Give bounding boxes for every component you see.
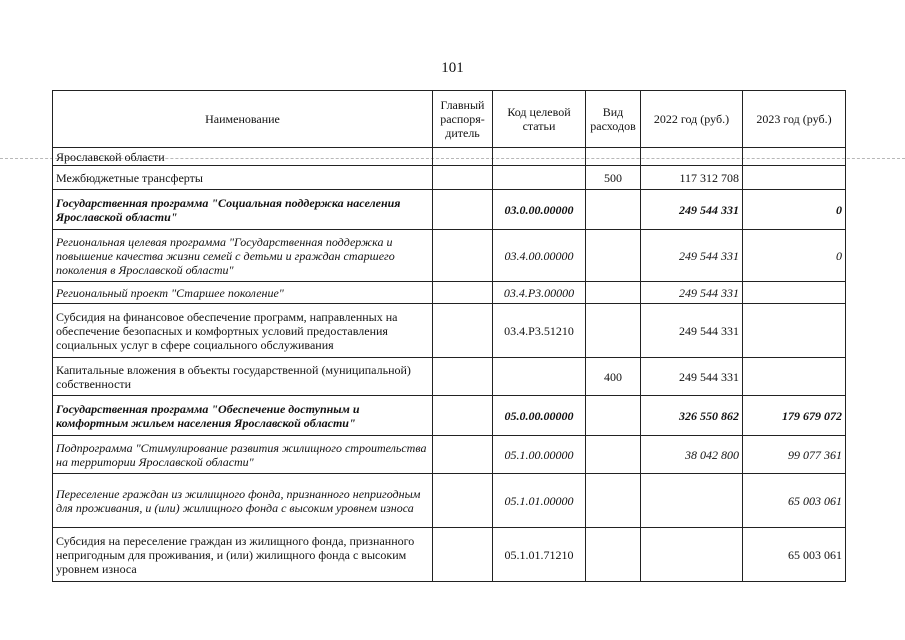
header-code: Код целевой статьи: [493, 91, 586, 148]
cell-2023: 0: [743, 230, 846, 282]
table-row: [53, 190, 846, 230]
cell-2022: 249 544 331: [641, 282, 743, 304]
table-row: [53, 396, 846, 436]
cell-name: Ярославской области: [53, 148, 433, 166]
table-row: [53, 282, 846, 304]
cell-2023: [743, 358, 846, 396]
budget-table: [52, 90, 846, 582]
table-row: [53, 528, 846, 582]
cell-code: [493, 148, 586, 166]
cell-name: Государственная программа "Обеспечение доступным и комфортным жильем населения Ярославской области": [53, 396, 433, 436]
cell-name: Переселение граждан из жилищного фонда, признанного непригодным для проживания, и (или) жилищного фонда с высоким уровнем износа: [53, 474, 433, 528]
cell-name: Межбюджетные трансферты: [53, 166, 433, 190]
cell-name: Субсидия на финансовое обеспечение программ, направленных на обеспечение безопасных и комфортных условий предоставления социальных услуг в сфере социального обслуживания: [53, 304, 433, 358]
cell-admin: [433, 282, 493, 304]
cell-2023: [743, 304, 846, 358]
cell-2023: 65 003 061: [743, 474, 846, 528]
cell-2022: 326 550 862: [641, 396, 743, 436]
header-name: Наименование: [53, 91, 433, 148]
cell-code: 03.4.P3.00000: [493, 282, 586, 304]
cell-name: Подпрограмма "Стимулирование развития жилищного строительства на территории Ярославской области": [53, 436, 433, 474]
cell-2022: 249 544 331: [641, 190, 743, 230]
cell-2022: 249 544 331: [641, 304, 743, 358]
cell-type: [586, 282, 641, 304]
page-number: 101: [441, 60, 464, 76]
cell-name: Капитальные вложения в объекты государственной (муниципальной) собственности: [53, 358, 433, 396]
cell-admin: [433, 190, 493, 230]
cell-name: Государственная программа "Социальная поддержка населения Ярославской области": [53, 190, 433, 230]
cell-code: 03.0.00.00000: [493, 190, 586, 230]
cell-2022: 249 544 331: [641, 230, 743, 282]
cell-admin: [433, 230, 493, 282]
header-row: [53, 91, 846, 148]
cell-type: 400: [586, 358, 641, 396]
cell-2022: [641, 528, 743, 582]
cell-2022: 249 544 331: [641, 358, 743, 396]
cell-type: [586, 436, 641, 474]
cell-2022: [641, 148, 743, 166]
table-row: [53, 230, 846, 282]
cell-name: Субсидия на переселение граждан из жилищного фонда, признанного непригодным для проживания, и (или) жилищного фонда с высоким уровнем износа: [53, 528, 433, 582]
cell-2023: 99 077 361: [743, 436, 846, 474]
table-row: [53, 358, 846, 396]
cell-code: 05.1.00.00000: [493, 436, 586, 474]
cell-2023: [743, 166, 846, 190]
cell-2023: 65 003 061: [743, 528, 846, 582]
cell-type: [586, 304, 641, 358]
cell-admin: [433, 148, 493, 166]
cell-2023: [743, 282, 846, 304]
cell-name: Региональная целевая программа "Государственная поддержка и повышение качества жизни семей с детьми и граждан старшего поколения в Ярославской области": [53, 230, 433, 282]
cell-2023: 0: [743, 190, 846, 230]
cell-admin: [433, 474, 493, 528]
cell-admin: [433, 166, 493, 190]
table-row: [53, 148, 846, 166]
cell-admin: [433, 304, 493, 358]
cell-code: 03.4.P3.51210: [493, 304, 586, 358]
cell-admin: [433, 436, 493, 474]
cell-type: [586, 148, 641, 166]
table-row: [53, 474, 846, 528]
cell-type: [586, 230, 641, 282]
cell-code: 03.4.00.00000: [493, 230, 586, 282]
cell-admin: [433, 528, 493, 582]
cell-2023: [743, 148, 846, 166]
cell-type: [586, 528, 641, 582]
cell-2022: 38 042 800: [641, 436, 743, 474]
cell-code: [493, 358, 586, 396]
cell-name: Региональный проект "Старшее поколение": [53, 282, 433, 304]
table-row: [53, 304, 846, 358]
cell-2022: 117 312 708: [641, 166, 743, 190]
cell-type: 500: [586, 166, 641, 190]
header-2023: 2023 год (руб.): [743, 91, 846, 148]
cell-type: [586, 396, 641, 436]
table-row: [53, 166, 846, 190]
cell-code: 05.1.01.71210: [493, 528, 586, 582]
cell-code: [493, 166, 586, 190]
header-type: Вид расходов: [586, 91, 641, 148]
cell-2023: 179 679 072: [743, 396, 846, 436]
cell-admin: [433, 358, 493, 396]
cell-admin: [433, 396, 493, 436]
cell-code: 05.1.01.00000: [493, 474, 586, 528]
cell-type: [586, 190, 641, 230]
cell-type: [586, 474, 641, 528]
header-admin: Главный распоря-дитель: [433, 91, 493, 148]
table-row: [53, 436, 846, 474]
cell-code: 05.0.00.00000: [493, 396, 586, 436]
cell-2022: [641, 474, 743, 528]
header-2022: 2022 год (руб.): [641, 91, 743, 148]
